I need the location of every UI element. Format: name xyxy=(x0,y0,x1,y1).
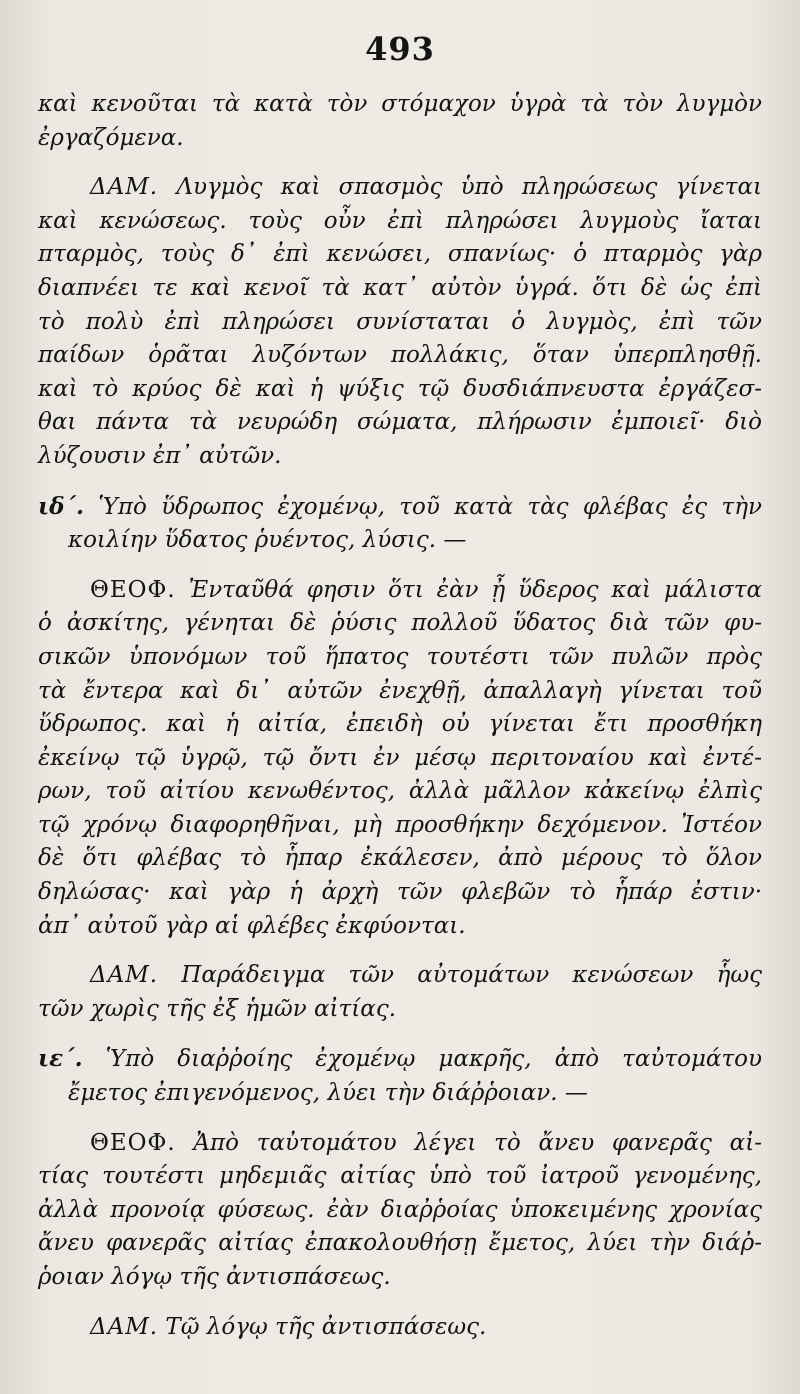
text-line: ΔΑΜ. Παράδειγμα τῶν αὐτομάτων κενώσεων ἧως xyxy=(90,962,762,989)
text-line: ἔμετος ἐπιγενόμενος, λύει τὴν διάῤῥοιαν. — xyxy=(68,1080,588,1107)
text-line: θαι πάντα τὰ νευρώδη σώματα, πλήρωσιν ἐμποιεῖ· διὸ xyxy=(38,409,762,436)
text-line: ιδ΄. Ὑπὸ ὕδρωπος ἐχομένῳ, τοῦ κατὰ τὰς φλέβας ἐς τὴν xyxy=(38,492,762,520)
text-line: δηλώσας· καὶ γὰρ ἡ ἀρχὴ τῶν φλεβῶν τὸ ἧπάρ ἐστιν· xyxy=(38,879,762,906)
speaker-label: ΔΑΜ. xyxy=(90,174,159,201)
text-line: τῶν χωρὶς τῆς ἐξ ἡμῶν αἰτίας. xyxy=(38,995,397,1022)
text-line: σικῶν ὑπονόμων τοῦ ἥπατος τουτέστι τῶν πυλῶν πρὸς xyxy=(38,643,762,670)
text-line: ὕδρωπος. καὶ ἡ αἰτία, ἐπειδὴ οὐ γίνεται ἔτι προσθήκη xyxy=(38,711,762,738)
text-line: πταρμὸς, τοὺς δ᾽ ἐπὶ κενώσει, σπανίως· ὁ πταρμὸς γὰρ xyxy=(38,241,762,268)
text-line: ἐργαζόμενα. xyxy=(38,124,184,151)
aphorism-number: ιε΄. xyxy=(38,1045,83,1073)
text-line: λύζουσιν ἐπ᾽ αὐτῶν. xyxy=(38,442,282,469)
page-number: 493 xyxy=(365,30,435,68)
text-line: ΔΑΜ. Τῷ λόγῳ τῆς ἀντισπάσεως. xyxy=(90,1313,487,1340)
text-line: τὰ ἔντερα καὶ δι᾽ αὐτῶν ἐνεχθῇ, ἀπαλλαγὴ γίνεται τοῦ xyxy=(38,677,762,704)
text-line: δὲ ὅτι φλέβας τὸ ἧπαρ ἐκάλεσεν, ἀπὸ μέρους τὸ ὅλον xyxy=(38,845,762,872)
text-line: καὶ τὸ κρύος δὲ καὶ ἡ ψύξις τῷ δυσδιάπνευστα ἐργάζεσ- xyxy=(38,375,762,402)
speaker-label: ΘΕΟΦ. xyxy=(90,1129,176,1156)
text-line: ΘΕΟΦ. Ἐνταῦθά φησιν ὅτι ἐὰν ᾖ ὕδερος καὶ μάλιστα xyxy=(90,576,762,603)
aphorism-number: ιδ΄. xyxy=(38,492,84,520)
text-line: τὸ πολὺ ἐπὶ πληρώσει συνίσταται ὁ λυγμὸς, ἐπὶ τῶν xyxy=(38,308,762,335)
text-line: καὶ κενοῦται τὰ κατὰ τὸν στόμαχον ὑγρὰ τὰ τὸν λυγμὸν xyxy=(38,91,762,117)
text-line: ῥοιαν λόγῳ τῆς ἀντισπάσεως. xyxy=(38,1264,391,1290)
text-line: ἀλλὰ προνοίᾳ φύσεως. ἐὰν διαῤῥοίας ὑποκειμένης χρονίας xyxy=(38,1196,762,1223)
text-line: τίας τουτέστι μηδεμιᾶς αἰτίας ὑπὸ τοῦ ἰατροῦ γενομένης, xyxy=(38,1163,762,1190)
text-line: παίδων ὁρᾶται λυζόντων πολλάκις, ὅταν ὑπερπλησθῇ. xyxy=(38,342,762,369)
text-line: καὶ κενώσεως. τοὺς οὖν ἐπὶ πληρώσει λυγμοὺς ἴαται xyxy=(38,207,762,234)
text-line: ἀπ᾽ αὐτοῦ γὰρ αἱ φλέβες ἐκφύονται. xyxy=(38,912,466,939)
text-line: ρων, τοῦ αἰτίου κενωθέντος, ἀλλὰ μᾶλλον κἀκείνῳ ἐλπὶς xyxy=(38,778,762,805)
text-line: ΔΑΜ. Λυγμὸς καὶ σπασμὸς ὑπὸ πληρώσεως γίνεται xyxy=(90,174,762,201)
speaker-label: ΘΕΟΦ. xyxy=(90,576,176,603)
page-body xyxy=(38,88,762,1344)
text-line: ἄνευ φανερᾶς αἰτίας ἐπακολουθήσῃ ἔμετος, λύει τὴν διάῤ- xyxy=(38,1230,762,1257)
text-line: ΘΕΟΦ. Ἀπὸ ταὐτομάτου λέγει τὸ ἄνευ φανερᾶς αἰ- xyxy=(90,1129,762,1156)
speaker-label: ΔΑΜ. xyxy=(90,962,159,989)
speaker-label: ΔΑΜ. xyxy=(90,1313,159,1340)
text-line: ιε΄. Ὑπὸ διαῤῥοίης ἐχομένῳ μακρῆς, ἀπὸ ταὐτομάτου xyxy=(38,1045,762,1073)
text-line: ἐκείνῳ τῷ ὑγρῷ, τῷ ὄντι ἐν μέσῳ περιτοναίου καὶ ἐντέ- xyxy=(38,744,762,771)
text-line: κοιλίην ὕδατος ῥυέντος, λύσις. — xyxy=(68,527,467,554)
text-line: διαπνέει τε καὶ κενοῖ τὰ κατ᾽ αὐτὸν ὑγρά. ὅτι δὲ ὡς ἐπὶ xyxy=(38,274,762,301)
text-line: τῷ χρόνῳ διαφορηθῆναι, μὴ προσθήκην δεχόμενον. Ἰστέον xyxy=(38,811,762,838)
text-line: ὁ ἀσκίτης, γένηται δὲ ῥύσις πολλοῦ ὕδατος διὰ τῶν φυ- xyxy=(38,610,762,637)
